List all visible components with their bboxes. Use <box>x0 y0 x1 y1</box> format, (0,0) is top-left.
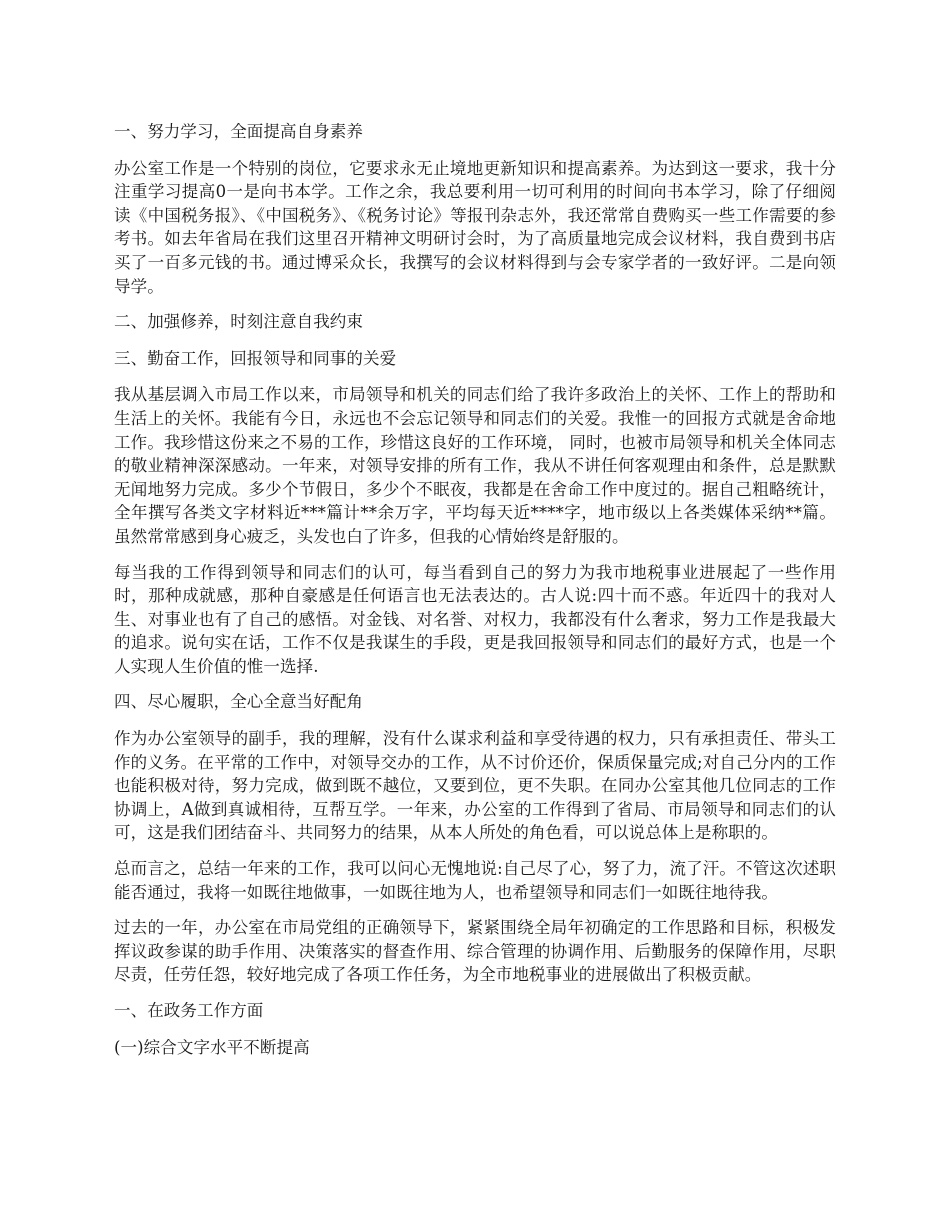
paragraph-study: 办公室工作是一个特别的岗位，它要求永无止境地更新知识和提高素养。为达到这一要求，我十分注重学习提高0一是向书本学。工作之余，我总要利用一切可利用的时间向书本学习，除了仔细阅读《中国税务报》、《中国税务》、《税务讨论》等报刊杂志外，我还常常自费购买一些工作需要的参考书。如去年省局在我们这里召开精神文明研讨会时，为了高质量地完成会议材料，我自费到书店买了一百多元钱的书。通过博采众长，我撰写的会议材料得到与会专家学者的一致好评。二是向领导学。 <box>114 158 836 296</box>
section-heading-self-discipline: 二、加强修养，时刻注意自我约束 <box>114 312 363 332</box>
section-heading-study: 一、努力学习，全面提高自身素养 <box>114 122 363 141</box>
paragraph-duty: 作为办公室领导的副手，我的理解，没有什么谋求利益和享受待遇的权力，只有承担责任、带头工作的义务。在平常的工作中，对领导交办的工作，从不讨价还价，保质保量完成;对自己分内的工作也能积极对待，努力完成，做到既不越位，又要到位，更不失职。在同办公室其他几位同志的工作协调上，A做到真诚相待，互帮互学。一年来，办公室的工作得到了省局、市局领导和同志们的认可，这是我们团结奋斗、共同努力的结果，从本人所处的角色看，可以说总体上是称职的。 <box>114 729 836 843</box>
section-heading-duty: 四、尽心履职，全心全意当好配角 <box>114 692 363 712</box>
subsection-heading-writing-level: (一)综合文字水平不断提高 <box>114 1037 310 1057</box>
paragraph-hard-work: 我从基层调入市局工作以来，市局领导和机关的同志们给了我许多政治上的关怀、工作上的帮助和生活上的关怀。我能有今日，永远也不会忘记领导和同志们的关爱。我惟一的回报方式就是舍命地工作。我珍惜这份来之不易的工作，珍惜这良好的工作环境， 同时，也被市局领导和机关全体同志的敬业精神深深感动。一年来，对领导安排的所有工作，我从不讲任何客观理由和条件，总是默默无闻地努力完成。多少个节假日，多少个不眠夜，我都是在舍命工作中度过的。据自己粗略统计，全年撰写各类文字材料近***篇计**余万字，平均每天近****字，地市级以上各类媒体采纳**篇。虽然常常感到身心疲乏，头发也白了许多，但我的心情始终是舒服的。 <box>114 385 836 546</box>
paragraph-summary: 总而言之，总结一年来的工作，我可以问心无愧地说:自己尽了心，努了力，流了汗。不管这次述职能否通过，我将一如既往地做事，一如既往地为人，也希望领导和同志们一如既往地待我。 <box>114 859 836 902</box>
paragraph-past-year: 过去的一年，办公室在市局党组的正确领导下，紧紧围绕全局年初确定的工作思路和目标，积极发挥议政参谋的助手作用、决策落实的督查作用、综合管理的协调作用、后勤服务的保障作用，尽职尽责，任劳任怨，较好地完成了各项工作任务，为全市地税事业的进展做出了积极贡献。 <box>114 918 836 985</box>
section-heading-hard-work: 三、勤奋工作，回报领导和同事的关爱 <box>114 348 397 368</box>
section-heading-government-affairs: 一、在政务工作方面 <box>114 1001 264 1020</box>
paragraph-recognition: 每当我的工作得到领导和同志们的认可，每当看到自己的努力为我市地税事业进展起了一些作用时，那种成就感，那种自豪感是任何语言也无法表达的。古人说:四十而不惑。年近四十的我对人生、对事业也有了自己的感悟。对金钱、对名誉、对权力，我都没有什么奢求，努力工作是我最大的追求。说句实在话，工作不仅是我谋生的手段，更是我回报领导和同志们的最好方式，也是一个人实现人生价值的惟一选择. <box>114 562 836 676</box>
